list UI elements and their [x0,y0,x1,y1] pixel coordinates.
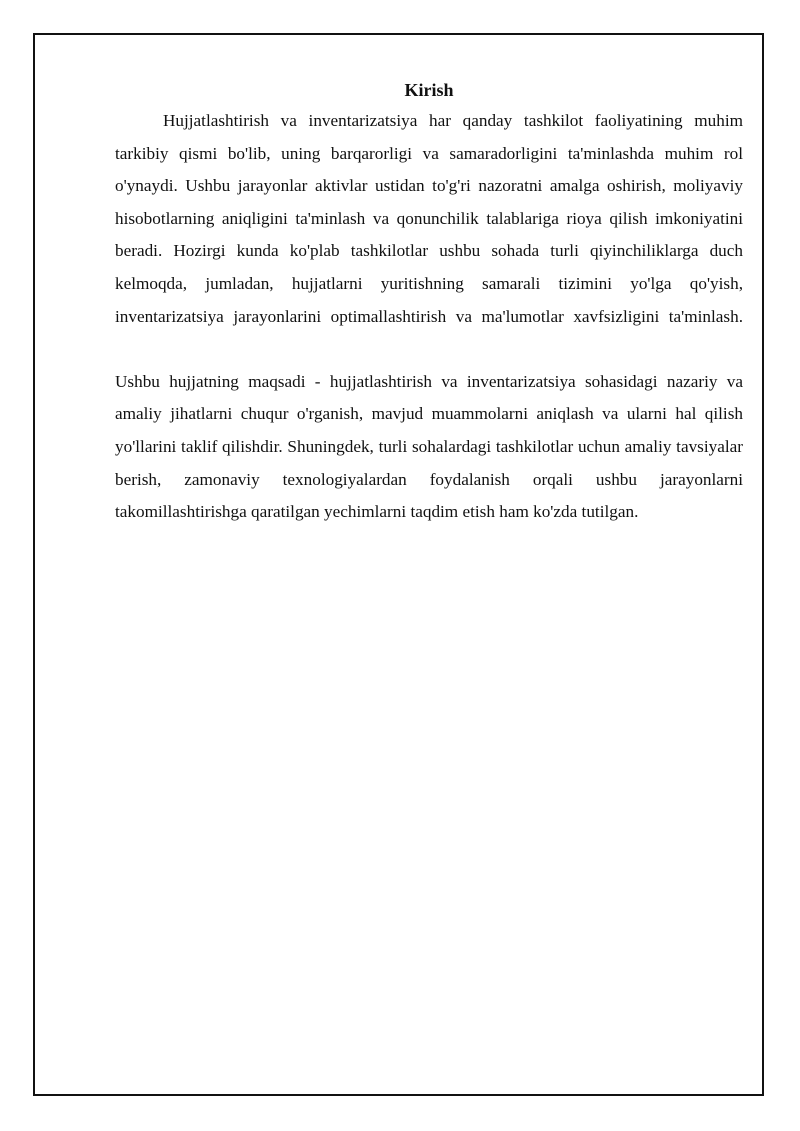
document-title: Kirish [404,80,454,100]
document-page [33,33,764,1096]
document-body [115,79,743,529]
intro-paragraph: Hujjatlashtirish va inventarizatsiya har qanday tashkilot faoliyatining muhim tarkibiy qismi bo'lib, uning barqarorligi va samaradorligini ta'minlashda muhim rol o'ynaydi. Ushbu jarayonlar aktivlar ustidan to'g'ri nazoratni amalga oshirish, moliyaviy hisobotlarning aniqligini ta'minlash va qonunchilik talablariga rioya qilish imkoniyatini beradi. Hozirgi kunda ko'plab tashkilotlar ushbu sohada turli qiyinchiliklarga duch kelmoqda, jumladan, hujjatlarni yuritishning samarali tizimini yo'lga qo'yish, inventarizatsiya jarayonlarini optimallashtirish va ma'lumotlar xavfsizligini ta'minlash. [115,111,743,326]
paragraph-spacer [115,333,743,366]
purpose-paragraph: Ushbu hujjatning maqsadi - hujjatlashtirish va inventarizatsiya sohasidagi nazariy va amaliy jihatlarni chuqur o'rganish, mavjud muammolarni aniqlash va ularni hal qilish yo'llarini taklif qilishdir. Shuningdek, turli sohalardagi tashkilotlar uchun amaliy tavsiyalar berish, zamonaviy texnologiyalardan foydalanish orqali ushbu jarayonlarni takomillashtirishga qaratilgan yechimlarni taqdim etish ham ko'zda tutilgan. [115,371,743,522]
